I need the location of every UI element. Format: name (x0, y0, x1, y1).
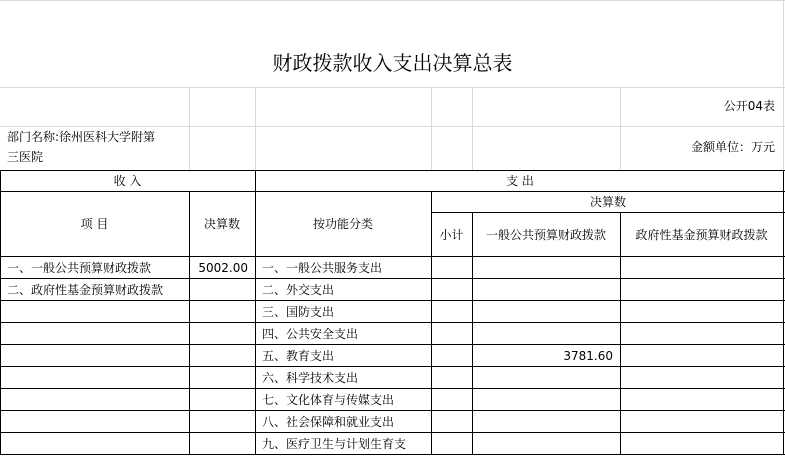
table-border (0, 344, 785, 345)
report-title: 财政拨款收入支出决算总表 (272, 51, 513, 75)
gridline (0, 126, 785, 127)
table-border (431, 212, 785, 213)
gridline (472, 87, 473, 170)
table-border (0, 191, 785, 192)
income-row-label: 二、政府性基金预算财政拨款 (7, 283, 164, 297)
table-border (0, 322, 785, 323)
form-number: 公开04表 (723, 99, 775, 113)
income-row-amount: 5002.00 (198, 261, 248, 275)
header-gov-fund: 政府性基金预算财政拨款 (635, 228, 768, 242)
expense-row-label: 六、科学技术支出 (262, 371, 359, 385)
table-border (0, 366, 785, 367)
expense-row-label: 四、公共安全支出 (262, 327, 359, 341)
expense-row-label: 九、医疗卫生与计划生育支 (262, 437, 407, 451)
expense-row-label: 五、教育支出 (262, 349, 335, 363)
gridline (431, 87, 432, 170)
department-label-text: 部门名称: (7, 130, 60, 144)
header-subtotal: 小计 (439, 228, 464, 242)
table-border (0, 170, 1, 455)
table-border (0, 300, 785, 301)
header-function-class: 按功能分类 (312, 217, 373, 231)
department-label (7, 130, 155, 144)
table-border (783, 170, 784, 455)
expense-row-label: 三、国防支出 (262, 305, 335, 319)
table-border (255, 170, 256, 455)
table-border (0, 454, 785, 455)
table-border (472, 212, 473, 455)
department-name-line1: 徐州医科大学附第 (59, 130, 156, 144)
table-border (0, 410, 785, 411)
department-name-line2: 三医院 (7, 150, 44, 164)
gridline (0, 0, 785, 1)
table-border (620, 212, 621, 455)
expense-row-label: 一、一般公共服务支出 (262, 261, 383, 275)
expense-row-label: 七、文化体育与传媒支出 (262, 393, 395, 407)
expense-row-label: 二、外交支出 (262, 283, 335, 297)
income-row-label: 一、一般公共预算财政拨款 (7, 261, 152, 275)
table-border (0, 278, 785, 279)
gridline (783, 0, 784, 170)
table-border (0, 170, 785, 171)
gridline (255, 87, 256, 170)
header-general-budget: 一般公共预算财政拨款 (485, 228, 606, 242)
gridline (0, 87, 785, 88)
header-income: 收 入 (113, 174, 142, 188)
expense-row-label: 八、社会保障和就业支出 (262, 415, 395, 429)
header-expense: 支 出 (506, 174, 534, 188)
gridline (189, 87, 190, 170)
expense-row-general-amount: 3781.60 (563, 349, 613, 363)
table-border (0, 432, 785, 433)
header-amount: 决算数 (203, 217, 240, 231)
amount-unit: 金额单位：万元 (690, 140, 775, 154)
table-border (0, 388, 785, 389)
header-final-amount: 决算数 (589, 195, 626, 209)
header-item: 项 目 (80, 217, 109, 231)
table-border (0, 256, 785, 257)
